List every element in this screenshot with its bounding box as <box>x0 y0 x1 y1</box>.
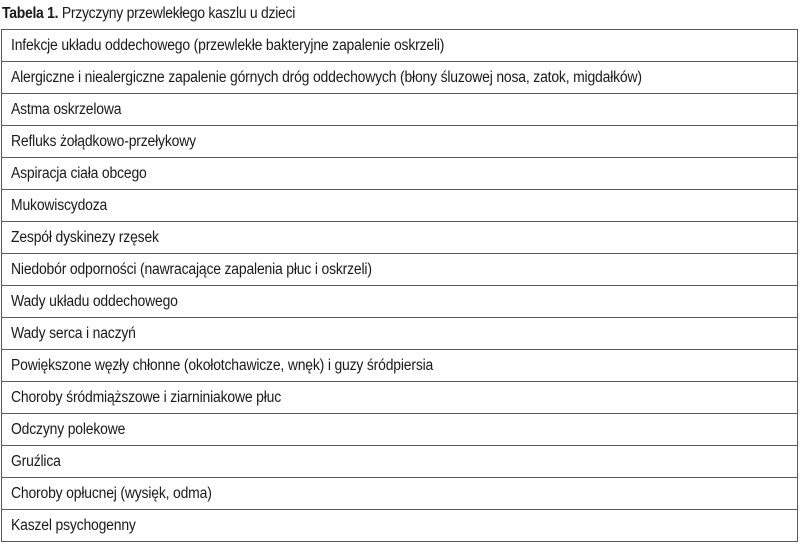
table-row <box>2 414 798 446</box>
table-title: Przyczyny przewlekłego kaszlu u dzieci <box>61 5 296 22</box>
table-row <box>2 510 798 542</box>
row-label: Choroby śródmiąższowe i ziarniniakowe płuc <box>11 388 282 406</box>
table-row <box>2 286 798 318</box>
table-cell <box>2 382 798 414</box>
row-label: Choroby opłucnej (wysięk, odma) <box>11 484 212 502</box>
row-label: Wady układu oddechowego <box>11 292 178 310</box>
table-cell <box>2 62 798 94</box>
row-label: Zespół dyskinezy rzęsek <box>11 228 159 246</box>
table-row <box>2 158 798 190</box>
table-row <box>2 30 798 62</box>
table-cell <box>2 222 798 254</box>
table-cell <box>2 414 798 446</box>
row-label: Odczyny polekowe <box>11 420 126 438</box>
table-row <box>2 126 798 158</box>
table-cell <box>2 30 798 62</box>
table-row <box>2 62 798 94</box>
row-label: Alergiczne i niealergiczne zapalenie górnych dróg oddechowych (błony śluzowej nosa, zatok, migdałków) <box>11 68 642 86</box>
row-label: Mukowiscydoza <box>11 196 108 214</box>
row-label: Kaszel psychogenny <box>11 516 136 534</box>
table-row <box>2 190 798 222</box>
table-cell <box>2 286 798 318</box>
row-label: Aspiracja ciała obcego <box>11 164 147 182</box>
row-label: Powiększone węzły chłonne (okołotchawicze, wnęk) i guzy śródpiersia <box>11 356 434 374</box>
table-cell <box>2 350 798 382</box>
table-cell <box>2 478 798 510</box>
table-row <box>2 254 798 286</box>
table-row <box>2 382 798 414</box>
causes-table <box>1 29 798 542</box>
table-row <box>2 222 798 254</box>
table-cell <box>2 158 798 190</box>
table-cell <box>2 126 798 158</box>
table-row <box>2 318 798 350</box>
table-cell <box>2 94 798 126</box>
row-label: Infekcje układu oddechowego (przewlekłe bakteryjne zapalenie oskrzeli) <box>11 36 445 54</box>
table-row <box>2 350 798 382</box>
table-row <box>2 478 798 510</box>
row-label: Niedobór odporności (nawracające zapalenia płuc i oskrzeli) <box>11 260 372 278</box>
table-row <box>2 94 798 126</box>
row-label: Astma oskrzelowa <box>11 100 122 118</box>
table-caption <box>2 3 295 25</box>
row-label: Wady serca i naczyń <box>11 324 136 342</box>
table-cell <box>2 254 798 286</box>
row-label: Refluks żołądkowo-przełykowy <box>11 132 196 150</box>
table-row <box>2 446 798 478</box>
table-cell <box>2 318 798 350</box>
table-number: Tabela 1. <box>2 5 59 22</box>
table-cell <box>2 190 798 222</box>
table-cell <box>2 446 798 478</box>
table-cell <box>2 510 798 542</box>
row-label: Gruźlica <box>11 452 61 470</box>
